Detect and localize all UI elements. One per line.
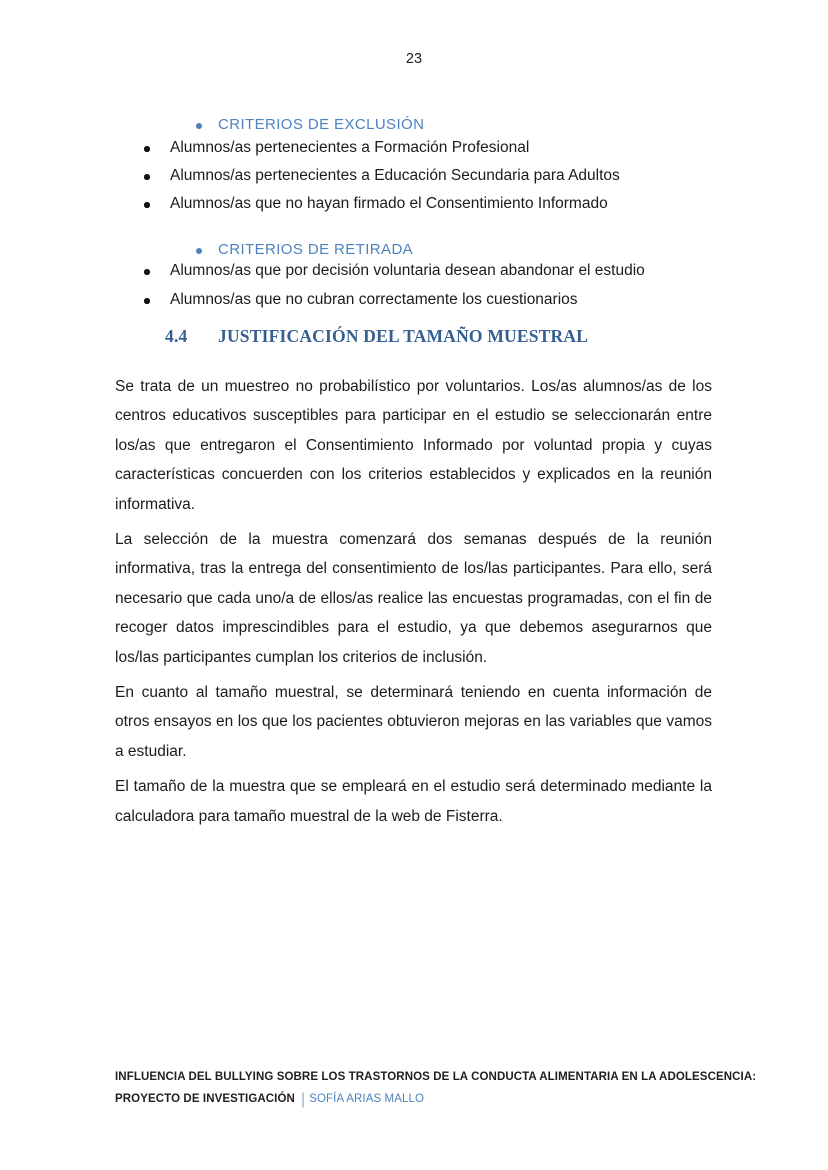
footer-separator: | xyxy=(300,1091,306,1108)
body-paragraph: La selección de la muestra comenzará dos semanas después de la reunión informativa, tras la entrega del consentimiento de los/las participantes. Para ello, será necesario que cada uno/a de ellos/as realice las encuestas programadas, con el fin de recoger datos imprescindibles para el estudio, ya que debemos asegurarnos que los/las participantes cumplan los criterios de inclusión. xyxy=(115,531,712,666)
bullet-icon xyxy=(144,298,150,304)
page-number: 23 xyxy=(405,51,423,67)
body-paragraph: En cuanto al tamaño muestral, se determinará teniendo en cuenta información de otros ensayos en los que los pacientes obtuvieron mejoras en las variables que vamos a estudiar. xyxy=(115,684,712,760)
list-item xyxy=(115,138,712,158)
page-content xyxy=(115,0,712,831)
withdrawal-criteria-heading-text: CRITERIOS DE RETIRADA xyxy=(218,241,414,258)
footer-subtitle-line xyxy=(115,1088,755,1111)
exclusion-criteria-heading xyxy=(115,115,712,135)
list-item xyxy=(115,194,712,214)
footer-author: SOFÍA ARIAS MALLO xyxy=(309,1093,425,1105)
section-heading xyxy=(115,324,712,348)
list-item-text: Alumnos/as que por decisión voluntaria desean abandonar el estudio xyxy=(170,262,645,279)
body-paragraph: Se trata de un muestreo no probabilístico por voluntarios. Los/as alumnos/as de los centros educativos susceptibles para participar en el estudio se seleccionarán entre los/as que entregaron el Consentimiento Informado por voluntad propia y cuyas características concuerden con los criterios establecidos y explicados en la reunión informativa. xyxy=(115,378,712,513)
page-footer xyxy=(115,1066,755,1111)
list-item-text: Alumnos/as pertenecientes a Educación Secundaria para Adultos xyxy=(170,167,620,184)
bullet-icon xyxy=(196,123,202,129)
bullet-icon xyxy=(144,269,150,275)
list-item xyxy=(115,261,712,281)
bullet-icon xyxy=(144,174,150,180)
list-item-text: Alumnos/as pertenecientes a Formación Profesional xyxy=(170,139,530,156)
footer-subtitle: PROYECTO DE INVESTIGACIÓN xyxy=(115,1093,295,1105)
exclusion-criteria-heading-text: CRITERIOS DE EXCLUSIÓN xyxy=(218,116,425,133)
list-item xyxy=(115,290,712,310)
list-item-text: Alumnos/as que no cubran correctamente los cuestionarios xyxy=(170,291,578,308)
section-number: 4.4 xyxy=(165,326,188,346)
section-title: JUSTIFICACIÓN DEL TAMAÑO MUESTRAL xyxy=(218,326,589,346)
footer-document-title: INFLUENCIA DEL BULLYING SOBRE LOS TRASTORNOS DE LA CONDUCTA ALIMENTARIA EN LA ADOLESCENCIA: xyxy=(115,1071,757,1083)
list-item-text: Alumnos/as que no hayan firmado el Consentimiento Informado xyxy=(170,195,608,212)
withdrawal-criteria-list xyxy=(115,261,712,310)
bullet-icon xyxy=(144,202,150,208)
body-paragraph: El tamaño de la muestra que se empleará en el estudio será determinado mediante la calculadora para tamaño muestral de la web de Fisterra. xyxy=(115,778,712,825)
list-item xyxy=(115,166,712,186)
bullet-icon xyxy=(144,146,150,152)
withdrawal-criteria-heading xyxy=(115,240,712,260)
exclusion-criteria-list xyxy=(115,138,712,214)
bullet-icon xyxy=(196,248,202,254)
